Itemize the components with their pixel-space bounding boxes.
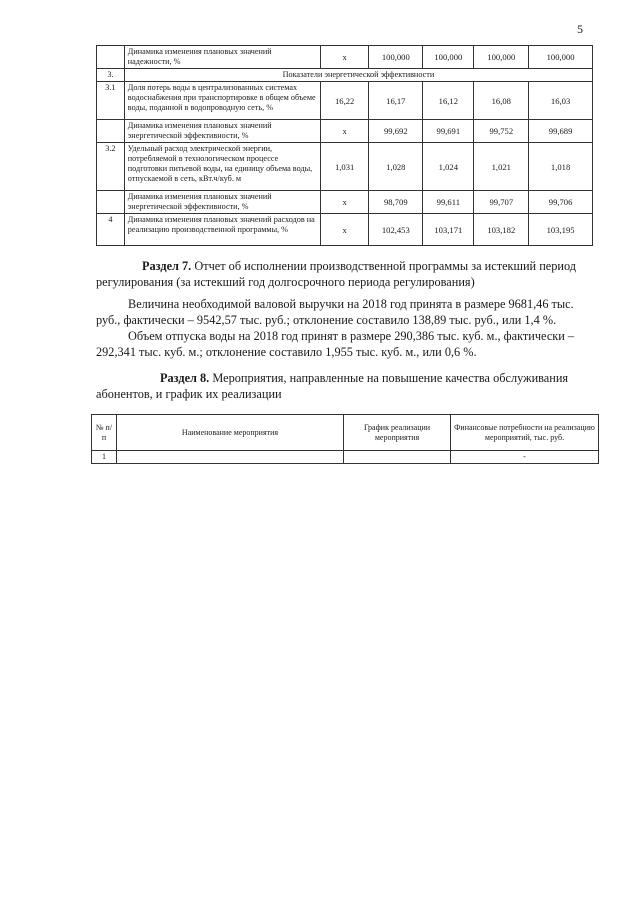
table-row — [97, 82, 593, 120]
value-cell: 99,752 — [474, 120, 529, 143]
section8-title: Мероприятия, направленные на повышение качества обслуживания абонентов, и график их реализации — [96, 371, 569, 401]
value-cell: 1,024 — [423, 143, 474, 191]
row-index: 3.2 — [97, 143, 125, 191]
value-cell: x — [320, 191, 369, 214]
value-cell: 100,000 — [474, 46, 529, 69]
header-schedule: График реализации мероприятия — [344, 415, 451, 451]
indicator-name: Удельный расход электрической энергии, потребляемой в технологическом процессе подготовки питьевой воды, на единицу объема воды, отпускаемой в сеть, кВт.ч/куб. м — [124, 143, 320, 191]
value-cell: 103,182 — [474, 214, 529, 246]
indicator-name: Динамика изменения плановых значений надежности, % — [124, 46, 320, 69]
indicator-name: Динамика изменения плановых значений энергетической эффективности, % — [124, 120, 320, 143]
cell-number: 1 — [92, 451, 117, 464]
value-cell: 1,028 — [369, 143, 423, 191]
value-cell: 16,03 — [529, 82, 593, 120]
table-row — [92, 451, 599, 464]
section7-title: Отчет об исполнении производственной программы за истекший период регулирования (за истекший год долгосрочного периода регулирования) — [96, 259, 577, 289]
section-row — [97, 69, 593, 82]
value-cell: 16,12 — [423, 82, 474, 120]
value-cell: 99,611 — [423, 191, 474, 214]
value-cell: 99,706 — [529, 191, 593, 214]
value-cell: 100,000 — [423, 46, 474, 69]
header-measure-name: Наименование мероприятия — [117, 415, 344, 451]
measures-table — [91, 414, 599, 464]
indicator-name: Динамика изменения плановых значений расходов на реализацию производственной программы, % — [124, 214, 320, 246]
row-index: 3. — [97, 69, 125, 82]
value-cell: 1,031 — [320, 143, 369, 191]
section8-label: Раздел 8. — [160, 371, 210, 385]
table-row — [97, 191, 593, 214]
value-cell: 99,689 — [529, 120, 593, 143]
table-row — [97, 120, 593, 143]
row-index: 3.1 — [97, 82, 125, 120]
value-cell: x — [320, 120, 369, 143]
row-index — [97, 46, 125, 69]
cell-financial-needs: - — [451, 451, 599, 464]
row-index — [97, 120, 125, 143]
value-cell: 103,171 — [423, 214, 474, 246]
value-cell: 16,22 — [320, 82, 369, 120]
value-cell: 99,692 — [369, 120, 423, 143]
section7-paragraph-1: Величина необходимой валовой выручки на 2018 год принята в размере 9681,46 тыс. руб., фактически – 9542,57 тыс. руб.; отклонение составило 138,89 тыс. руб., или 1,4 %. — [96, 297, 574, 327]
section-title: Показатели энергетической эффективности — [124, 69, 592, 82]
value-cell: 100,000 — [529, 46, 593, 69]
value-cell: 102,453 — [369, 214, 423, 246]
header-number: № п/п — [92, 415, 117, 451]
indicators-table — [96, 45, 593, 246]
section8-heading — [96, 370, 596, 402]
value-cell: 1,018 — [529, 143, 593, 191]
page-number: 5 — [577, 22, 583, 36]
value-cell: 16,17 — [369, 82, 423, 120]
section7-label: Раздел 7. — [142, 259, 192, 273]
cell-measure-name — [117, 451, 344, 464]
section7-paragraph-2: Объем отпуска воды на 2018 год принят в размере 290,386 тыс. куб. м., фактически – 292,341 тыс. куб. м.; отклонение составило 1,955 тыс. куб. м., или 0,6 %. — [96, 329, 575, 359]
table-row — [97, 46, 593, 69]
value-cell: 99,691 — [423, 120, 474, 143]
table-row — [97, 143, 593, 191]
header-financial-needs: Финансовые потребности на реализацию мероприятий, тыс. руб. — [451, 415, 599, 451]
indicator-name: Динамика изменения плановых значений энергетической эффективности, % — [124, 191, 320, 214]
value-cell: 103,195 — [529, 214, 593, 246]
value-cell: 1,021 — [474, 143, 529, 191]
indicator-name: Доля потерь воды в централизованных системах водоснабжения при транспортировке в общем объеме воды, поданной в водопроводную сеть, % — [124, 82, 320, 120]
row-index — [97, 191, 125, 214]
table-row — [97, 214, 593, 246]
value-cell: 100,000 — [369, 46, 423, 69]
value-cell: 16,08 — [474, 82, 529, 120]
value-cell: 99,707 — [474, 191, 529, 214]
cell-schedule — [344, 451, 451, 464]
row-index: 4 — [97, 214, 125, 246]
section7-heading — [96, 258, 596, 290]
value-cell: x — [320, 46, 369, 69]
value-cell: 98,709 — [369, 191, 423, 214]
value-cell: x — [320, 214, 369, 246]
